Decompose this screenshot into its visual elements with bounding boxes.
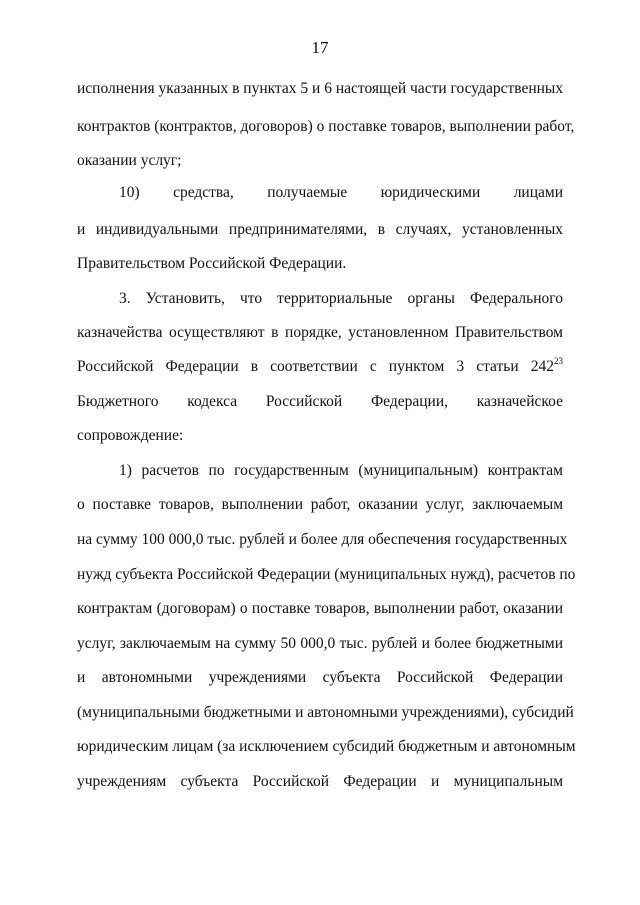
text-line: 10) средства, получаемые юридическими лицами	[119, 184, 563, 201]
text-line: казначейства осуществляют в порядке, установленном Правительством	[77, 324, 563, 341]
text-line: Бюджетного кодекса Российской Федерации, казначейское	[77, 393, 563, 410]
text-line: исполнения указанных в пунктах 5 и 6 настоящей части государственных	[77, 80, 564, 97]
page-number: 17	[311, 38, 329, 57]
text-line: (муниципальными бюджетными и автономными учреждениями), субсидий	[77, 704, 574, 721]
article-superscript: 23	[554, 356, 563, 366]
text-line: 3. Установить, что территориальные органы Федерального	[119, 290, 563, 307]
text-line: 1) расчетов по государственным (муниципальным) контрактам	[119, 462, 563, 479]
text-line: сопровождение:	[77, 427, 184, 444]
text-line-content: Российской Федерации в соответствии с пунктом 3 статьи 242	[77, 358, 554, 375]
text-line: и индивидуальными предпринимателями, в случаях, установленных	[77, 221, 563, 238]
text-line: Правительством Российской Федерации.	[77, 255, 347, 272]
text-line: юридическим лицам (за исключением субсидий бюджетным и автономным	[77, 738, 576, 755]
text-line: и автономными учреждениями субъекта Российской Федерации	[77, 669, 563, 686]
text-line: нужд субъекта Российской Федерации (муниципальных нужд), расчетов по	[77, 566, 576, 583]
text-line: на сумму 100 000,0 тыс. рублей и более для обеспечения государственных	[77, 531, 568, 548]
text-line: контрактам (договорам) о поставке товаров, выполнении работ, оказании	[77, 600, 563, 617]
text-line: услуг, заключаемым на сумму 50 000,0 тыс. рублей и более бюджетными	[77, 635, 563, 652]
text-line: контрактов (контрактов, договоров) о поставке товаров, выполнении работ,	[77, 118, 575, 135]
text-line: о поставке товаров, выполнении работ, оказании услуг, заключаемым	[77, 496, 563, 513]
text-line: оказании услуг;	[77, 152, 182, 169]
text-line	[77, 357, 563, 377]
text-line: учреждениям субъекта Российской Федерации и муниципальным	[77, 773, 563, 790]
